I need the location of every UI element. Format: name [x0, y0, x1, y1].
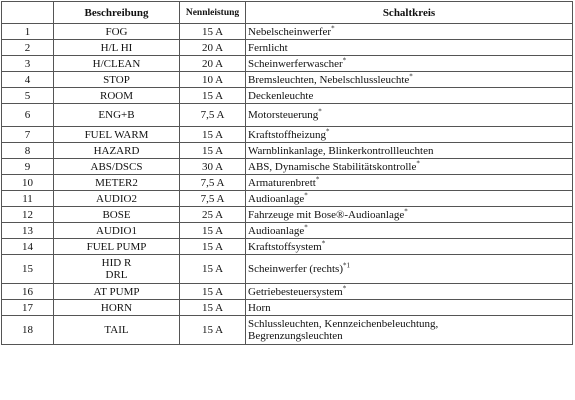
footnote-mark: *: [321, 238, 326, 247]
fuse-description: HAZARD: [54, 143, 180, 159]
fuse-circuit: [246, 159, 573, 175]
fuse-description: ROOM: [54, 88, 180, 104]
fuse-description: AUDIO1: [54, 223, 180, 239]
fuse-rating: 20 A: [180, 40, 246, 56]
table-row: [2, 316, 573, 345]
fuse-number: 6: [2, 104, 54, 127]
fuse-number: 1: [2, 24, 54, 40]
circuit-text: Audioanlage: [248, 224, 305, 237]
fuse-circuit: [246, 143, 573, 159]
fuse-description: [54, 255, 180, 284]
fuse-description: BOSE: [54, 207, 180, 223]
fuse-rating: 15 A: [180, 24, 246, 40]
fuse-description: HORN: [54, 300, 180, 316]
fuse-rating: 7,5 A: [180, 191, 246, 207]
table-row: [2, 239, 573, 255]
footnote-mark: *: [342, 55, 347, 64]
circuit-text: Armaturenbrett: [248, 176, 316, 189]
fuse-rating: 10 A: [180, 72, 246, 88]
fuse-rating: 15 A: [180, 300, 246, 316]
circuit-text: Getriebesteuersystem: [248, 285, 343, 298]
fuse-rating: 15 A: [180, 316, 246, 345]
fuse-number: 18: [2, 316, 54, 345]
circuit-text: Scheinwerfer (rechts): [248, 263, 343, 275]
fuse-circuit: [246, 88, 573, 104]
footnote-mark: *: [304, 222, 308, 231]
fuse-rating: 15 A: [180, 127, 246, 143]
table-row: [2, 255, 573, 284]
table-row: [2, 56, 573, 72]
header-description: Beschreibung: [54, 2, 180, 24]
fuse-circuit: [246, 127, 573, 143]
fuse-circuit: [246, 223, 573, 239]
fuse-circuit: [246, 56, 573, 72]
circuit-text: Nebelscheinwerfer: [248, 25, 332, 38]
fuse-circuit: [246, 175, 573, 191]
footnote-mark: *: [416, 158, 420, 167]
fuse-number: 17: [2, 300, 54, 316]
table-row: [2, 143, 573, 159]
fuse-circuit: [246, 239, 573, 255]
table-row: [2, 300, 573, 316]
fuse-description: AUDIO2: [54, 191, 180, 207]
circuit-text: Kraftstoffheizung: [248, 128, 326, 141]
fuse-rating: 15 A: [180, 223, 246, 239]
fuse-number: 15: [2, 255, 54, 284]
table-row: [2, 284, 573, 300]
fuse-rating: 25 A: [180, 207, 246, 223]
fuse-number: 14: [2, 239, 54, 255]
fuse-rating: 15 A: [180, 284, 246, 300]
fuse-rating: 30 A: [180, 159, 246, 175]
fuse-circuit: [246, 316, 573, 345]
fuse-rating: 15 A: [180, 88, 246, 104]
header-circuit: Schaltkreis: [246, 2, 573, 24]
fuse-number: 8: [2, 143, 54, 159]
fuse-description: ENG+B: [54, 104, 180, 127]
fuse-circuit: [246, 207, 573, 223]
table-row: [2, 175, 573, 191]
table-row: [2, 40, 573, 56]
fuse-description: STOP: [54, 72, 180, 88]
circuit-text: Horn: [248, 301, 271, 314]
footnote-mark: *1: [342, 261, 350, 270]
fuse-description: H/CLEAN: [54, 56, 180, 72]
table-row: [2, 127, 573, 143]
footnote-mark: *: [331, 23, 335, 32]
circuit-text: Audioanlage: [248, 192, 305, 205]
header-row: [2, 2, 573, 24]
fuse-circuit: [246, 104, 573, 127]
fuse-circuit: [246, 191, 573, 207]
table-row: [2, 72, 573, 88]
fuse-rating: 20 A: [180, 56, 246, 72]
fuse-number: 2: [2, 40, 54, 56]
circuit-text: Kraftstoffsystem: [248, 240, 322, 253]
circuit-text: Scheinwerferwascher: [248, 57, 343, 70]
footnote-mark: *: [409, 71, 413, 80]
fuse-circuit: [246, 24, 573, 40]
footnote-mark: *: [318, 107, 322, 116]
circuit-text: Schlussleuchten, Kennzeichenbeleuchtung,: [248, 318, 439, 330]
fuse-rating: 7,5 A: [180, 175, 246, 191]
footnote-mark: *: [404, 206, 408, 215]
fuse-circuit: [246, 72, 573, 88]
footnote-mark: *: [342, 283, 347, 292]
fuse-rating: 7,5 A: [180, 104, 246, 127]
circuit-text: Deckenleuchte: [248, 89, 314, 102]
fuse-number: 12: [2, 207, 54, 223]
fuse-circuit: [246, 284, 573, 300]
fuse-description: METER2: [54, 175, 180, 191]
fuse-description: AT PUMP: [54, 284, 180, 300]
fuse-circuit: [246, 255, 573, 284]
fuse-number: 3: [2, 56, 54, 72]
table-row: [2, 223, 573, 239]
circuit-text: Fernlicht: [248, 41, 288, 54]
fuse-description-line: DRL: [105, 269, 128, 281]
fuse-rating: 15 A: [180, 143, 246, 159]
circuit-text: Fahrzeuge mit Bose®-Audioanlage: [248, 208, 405, 221]
fuse-number: 4: [2, 72, 54, 88]
fuse-description: H/L HI: [54, 40, 180, 56]
fuse-rating: 15 A: [180, 255, 246, 284]
fuse-description: FUEL WARM: [54, 127, 180, 143]
fuse-circuit: [246, 300, 573, 316]
fuse-number: 10: [2, 175, 54, 191]
table-row: [2, 207, 573, 223]
fuse-number: 7: [2, 127, 54, 143]
footnote-mark: *: [304, 190, 308, 199]
fuse-number: 16: [2, 284, 54, 300]
fuse-description: FOG: [54, 24, 180, 40]
fuse-table: [1, 1, 573, 345]
table-row: [2, 88, 573, 104]
fuse-number: 9: [2, 159, 54, 175]
fuse-rating: 15 A: [180, 239, 246, 255]
circuit-text: ABS, Dynamische Stabilitätskontrolle: [248, 160, 417, 173]
fuse-number: 13: [2, 223, 54, 239]
fuse-circuit: [246, 40, 573, 56]
circuit-text: Warnblinkanlage, Blinkerkontrollleuchten: [248, 144, 434, 157]
footnote-mark: *: [315, 174, 320, 183]
fuse-number: 5: [2, 88, 54, 104]
fuse-number: 11: [2, 191, 54, 207]
table-row: [2, 24, 573, 40]
circuit-text: Motorsteuerung: [248, 109, 319, 121]
table-row: [2, 159, 573, 175]
fuse-description: TAIL: [54, 316, 180, 345]
footnote-mark: *: [326, 126, 330, 135]
fuse-description-line: HID R: [101, 257, 132, 269]
header-number: [2, 2, 54, 24]
header-rating: Nennleistung: [180, 2, 246, 24]
fuse-description: ABS/DSCS: [54, 159, 180, 175]
table-row: [2, 191, 573, 207]
circuit-text-line2: Begrenzungsleuchten: [248, 330, 343, 342]
circuit-text: Bremsleuchten, Nebelschlussleuchte: [248, 73, 410, 86]
table-row: [2, 104, 573, 127]
fuse-description: FUEL PUMP: [54, 239, 180, 255]
